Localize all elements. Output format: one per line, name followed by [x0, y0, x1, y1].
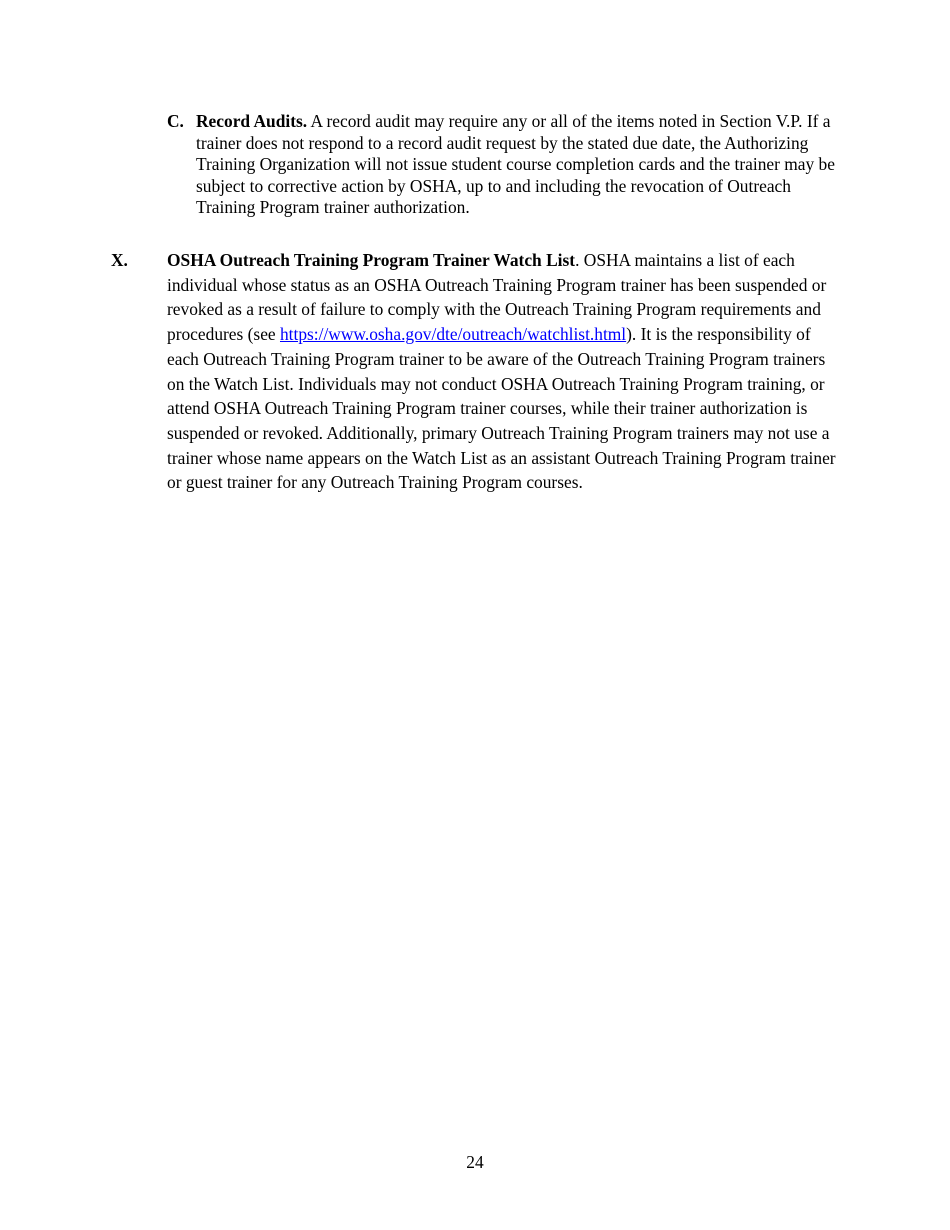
page-number: 24: [466, 1152, 484, 1172]
section-c-marker: C.: [167, 111, 184, 131]
section-x-text-after-link: ). It is the responsibility of each Outreach Training Program trainer to be aware of the Outreach Training Program trainers on the Watch List. Individuals may not conduct OSHA Outreach Training Program training, or attend OSHA Outreach Training Program trainer courses, while their trainer authorization is suspended or revoked. Additionally, primary Outreach Training Program trainers may not use a trainer whose name appears on the Watch List as an assistant Outreach Training Program trainer or guest trainer for any Outreach Training Program courses.: [167, 324, 836, 493]
section-x-text-before-link: . OSHA maintains a list of each individual whose status as an OSHA Outreach Training Program trainer has been suspended or revoked as a result of failure to comply with the Outreach Training Program requirements and procedures (see: [167, 250, 827, 345]
section-c-heading: Record Audits.: [196, 111, 308, 131]
section-c-text: A record audit may require any or all of the items noted in Section V.P. If a trainer does not respond to a record audit request by the stated due date, the Authorizing Training Organization will not issue student course completion cards and the trainer may be subject to corrective action by OSHA, up to and including the revocation of Outreach Training Program trainer authorization.: [196, 111, 835, 218]
section-x-heading: OSHA Outreach Training Program Trainer Watch List: [167, 250, 576, 270]
section-c-body: [196, 111, 847, 219]
section-c-record-audits: [167, 111, 847, 219]
section-x-watch-list: [111, 248, 851, 495]
watch-list-link[interactable]: https://www.osha.gov/dte/outreach/watchlist.html: [279, 324, 627, 345]
section-x-marker: X.: [111, 250, 128, 270]
section-x-body: [167, 248, 843, 495]
